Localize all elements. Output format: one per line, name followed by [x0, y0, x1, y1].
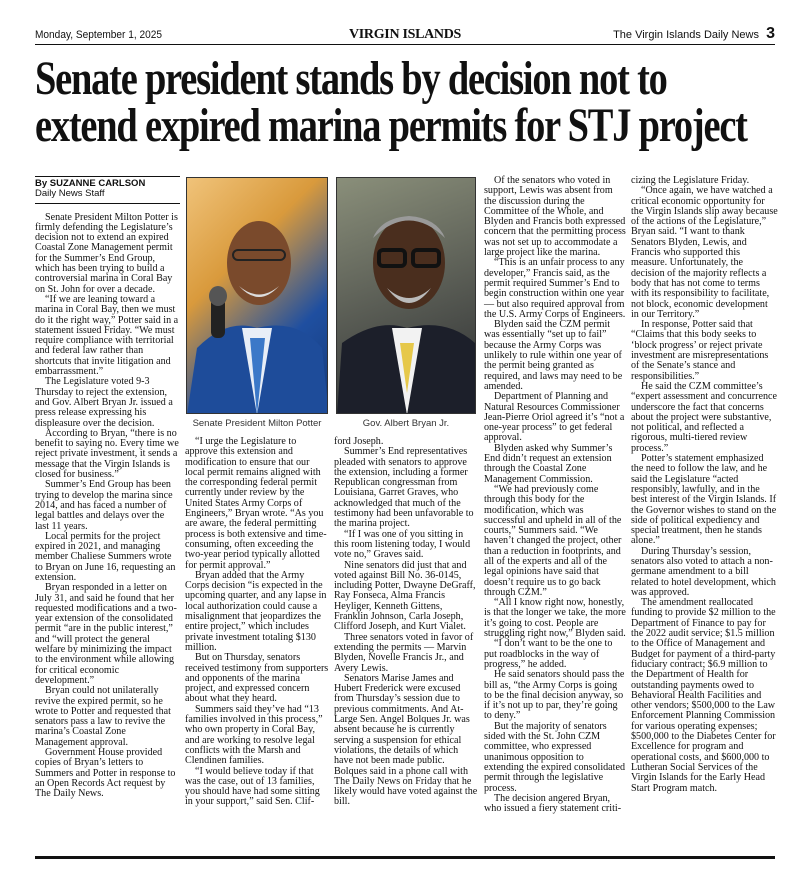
article-paragraph: But on Thursday, senators received testimony from supporters and opponents of the marina project, and expressed concern about what they heard. [185, 652, 329, 705]
article-paragraph: Of the senators who voted in support, Lewis was absent from the discussion during the Committee of the Whole, and Blyden and Francis both expressed concern that the permitting process was not set up to accommodate a large project like the marina. [484, 175, 626, 259]
byline [35, 176, 180, 204]
page-number: 3 [766, 25, 775, 42]
article-paragraph: Senators Marise James and Hubert Frederick were excused from Thursday’s session due to previous commitments. And At-Large Sen. Angel Bolques Jr. was absent because he is currently serving a suspension for ethical violations, the details of which have not been made public. Bolques said in a phone call with The Daily News on Friday that he likely would have voted against the bill. [334, 672, 478, 808]
article-paragraph: “This is an unfair process to any developer,” Francis said, as the permit required Summer’s End to begin construction within one year — but also required approval from the U.S. Army Corps of Engineers. [484, 257, 626, 320]
article-paragraph: According to Bryan, “there is no benefit to saying no. Every time we reject private investment, it sends a message that the Virgin Islands is closed for business.” [35, 427, 179, 481]
portrait-potter-image [187, 178, 328, 414]
article-paragraph: Blyden asked why Summer’s End didn’t request an extension through the Coastal Zone Management Commission. [484, 442, 613, 485]
photo-caption-bryan: Gov. Albert Bryan Jr. [362, 418, 450, 429]
article-paragraph: Potter’s statement emphasized the need to follow the law, and he said the Legislature “acted responsibly, lawfully, and in the best interest of the Virgin Islands. If the Governor wishes to stand on the side of political expediency and special treatment, then he stands alone.” [631, 453, 777, 547]
article-paragraph: Nine senators did just that and voted against Bill No. 36-0145, including Potter, Dwayne DeGraff, Ray Fonseca, Alma Francis Heyliger, Kenneth Gittens, Franklin Johnson, Carla Joseph, Clifford Joseph, and Kurt Vialet. [334, 559, 476, 633]
article-paragraph: Bryan added that the Army Corps decision “is expected in the upcoming quarter, and any lapse in local authorization could cause a misalignment that jeopardizes the entire project,” which includes private investment totaling $130 million. [185, 569, 327, 653]
article-paragraph: “I would believe today if that was the case, out of 13 families, you should have had some sitting in your support,” said Sen. Clif- [185, 765, 320, 808]
article-paragraph: “We had previously come through this body for the modification, which was successful and upheld in all of the courts,” Summers said. “We haven’t changed the project, other than a reduction in footprints, and all of the experts and all of the legal opinions have said that doesn’t require us to go back through CZM.” [484, 483, 622, 598]
article-paragraph: “If I was one of you sitting in this room listening today, I would vote no,” Graves said. [334, 528, 471, 561]
article-paragraph: During Thursday’s session, senators also voted to attach a non-germane amendment to a bill related to hotel development, which was approved. [631, 545, 776, 598]
photo-milton-potter [186, 177, 328, 414]
article-paragraph: cizing the Legislature Friday. [631, 175, 750, 186]
author-name: By SUZANNE CARLSON [35, 178, 146, 189]
article-paragraph: The amendment reallocated funding to provide $2 million to the Department of Finance to pay for the 2022 audit service; $1.5 million to the Office of Management and Budget for payment of a third-party fiduciary contract; $6.9 million to the Department of Health for outstanding payments owed to Behavioral Health Facilities and other vendors; $500,000 to the Law Enforcement Planning Commission for various operating expenses; $500,000 to the Diabetes Center for Excellence for program and operational costs, and $600,000 to Lutheran Social Services of the Virgin Islands for the Early Head Start Program match. [631, 597, 776, 794]
issue-date: Monday, September 1, 2025 [35, 29, 162, 41]
article-paragraph: “I urge the Legislature to approve this extension and modification to ensure that our local permit remains aligned with the corresponding federal permit currently under review by the United States Army Corps of Engineers,” Bryan wrote. “As you are aware, the federal permitting process is both extensive and time-consuming, often exceeding the two-year period typically allotted for permit approval.” [185, 436, 327, 571]
photo-albert-bryan [336, 177, 476, 414]
article-paragraph: Three senators voted in favor of extending the permits — Marvin Blyden, Novelle Francis Jr., and Avery Lewis. [334, 631, 474, 674]
article-paragraph: In response, Potter said that “Claims that this body seeks to ‘block progress’ or reject private investment are misrepresentations of the Senate’s stance and responsibilities.” [631, 319, 769, 382]
article-paragraph: Bryan could not unilaterally revive the expired permit, so he wrote to Potter and requested that senators pass a law to revive the marina’s Coastal Zone Management approval. [35, 685, 171, 748]
article-column-1 [35, 176, 180, 800]
article-paragraph: “All I know right now, honestly, is that the longer we take, the more it’s going to cost. People are struggling right now,” Blyden said. [484, 597, 626, 640]
article-paragraph: ford Joseph. [334, 436, 384, 447]
photo-caption-potter: Senate President Milton Potter [192, 418, 322, 429]
article-paragraph: “I don’t want to be the one to put roadblocks in the way of progress,” he added. [484, 638, 613, 670]
newspaper-name: The Virgin Islands Daily News [613, 29, 759, 41]
article-paragraph: Bryan responded in a letter on July 31, and said he found that her requested modifications and a two-year extension of the consolidated permit “are in the public interest,” and “will protect the general welfare by minimizing the impact to the environment while allowing for critical economic development.” [35, 582, 177, 686]
portrait-bryan-image [337, 178, 476, 414]
article-paragraph: Department of Planning and Natural Resources Commissioner Jean-Pierre Oriol agreed it’s “not a one-year process” to get federal approval. [484, 391, 625, 444]
article-paragraph: The Legislature voted 9-3 Thursday to reject the extension, and Gov. Albert Bryan Jr. issued a press release expressing his displeasure over the decision. [35, 376, 173, 429]
article-paragraph: “Once again, we have watched a critical economic opportunity for the Virgin Islands slip away because of the actions of the Legislature,” Bryan said. “I want to thank Senators Blyden, Lewis, and Francis who supported this measure. Unfortunately, the decision of the majority reflects a body that has not come to terms with its responsibility to facilitate, not block, economic development in our Territory.” [631, 185, 778, 320]
article-paragraph: Local permits for the project expired in 2021, and managing member Chaliese Summers wrote to Bryan on June 16, requesting an extension. [35, 530, 176, 583]
article-column-2 [185, 437, 330, 808]
article-paragraph: He said senators should pass the bill as, “the Army Corps is going to be the final decision anyway, so if it’s not up to par, they’re going to deny.” [484, 669, 625, 722]
article-paragraph: Summer’s End Group has been trying to develop the marina since 2014, and has faced a number of legal battles and delays over the last 11 years. [35, 479, 173, 532]
author-staff: Daily News Staff [35, 188, 105, 200]
headline [35, 52, 755, 152]
section-title: VIRGIN ISLANDS [348, 27, 462, 42]
headline-line-2: extend expired marina permits for STJ project [35, 99, 747, 152]
headline-line-1: Senate president stands by decision not to [35, 52, 667, 105]
article-paragraph: Senate President Milton Potter is firmly defending the Legislature’s decision not to extend an expired Coastal Zone Management permit for the Summer’s End Group, which has been trying to build a controversial marina in Coral Bay on St. John for over a decade. [35, 211, 178, 295]
article-paragraph: The decision angered Bryan, who issued a fiery statement criti- [484, 792, 622, 815]
article-paragraph: But the majority of senators sided with the St. John CZM committee, who expressed unanimous opposition to extending the expired consolidated permit through the legislative process. [484, 720, 625, 794]
article-paragraph: Summers said they’ve had “13 families involved in this process,” who own property in Coral Bay, and are working to resolve legal conflicts with the Marsh and Clendinen families. [185, 703, 323, 767]
article-paragraph: Blyden said the CZM permit was essentially “set up to fail” because the Army Corps was unlikely to rule within one year of the permit being granted as required, and laws may need to be amended. [484, 319, 623, 392]
bottom-rule [35, 856, 775, 859]
article-column-5 [631, 176, 778, 794]
page-header [35, 26, 775, 45]
article-paragraph: Government House provided copies of Bryan’s letters to Summers and Potter in response to an Open Records Act request by The Daily News. [35, 747, 176, 800]
article-paragraph: “If we are leaning toward a marina in Coral Bay, then we must do it the right way,” Potter said in a statement issued Friday. “We must require compliance with territorial and federal law rather than shortcuts that invite litigation and embarrassment.” [35, 293, 179, 378]
article-column-4 [484, 176, 626, 814]
article-paragraph: Summer’s End representatives pleaded with senators to approve the extension, including a former Republican congressman from Louisiana, Garret Graves, who acknowledged that much of the testimony had been unfavorable to the marina project. [334, 446, 474, 530]
article-column-3 [334, 437, 479, 808]
article-paragraph: He said the CZM committee’s “expert assessment and concurrence underscore the fact that concerns about the project were substantive, not political, and reflected a rigorous, multi-tiered review process.” [631, 380, 778, 454]
